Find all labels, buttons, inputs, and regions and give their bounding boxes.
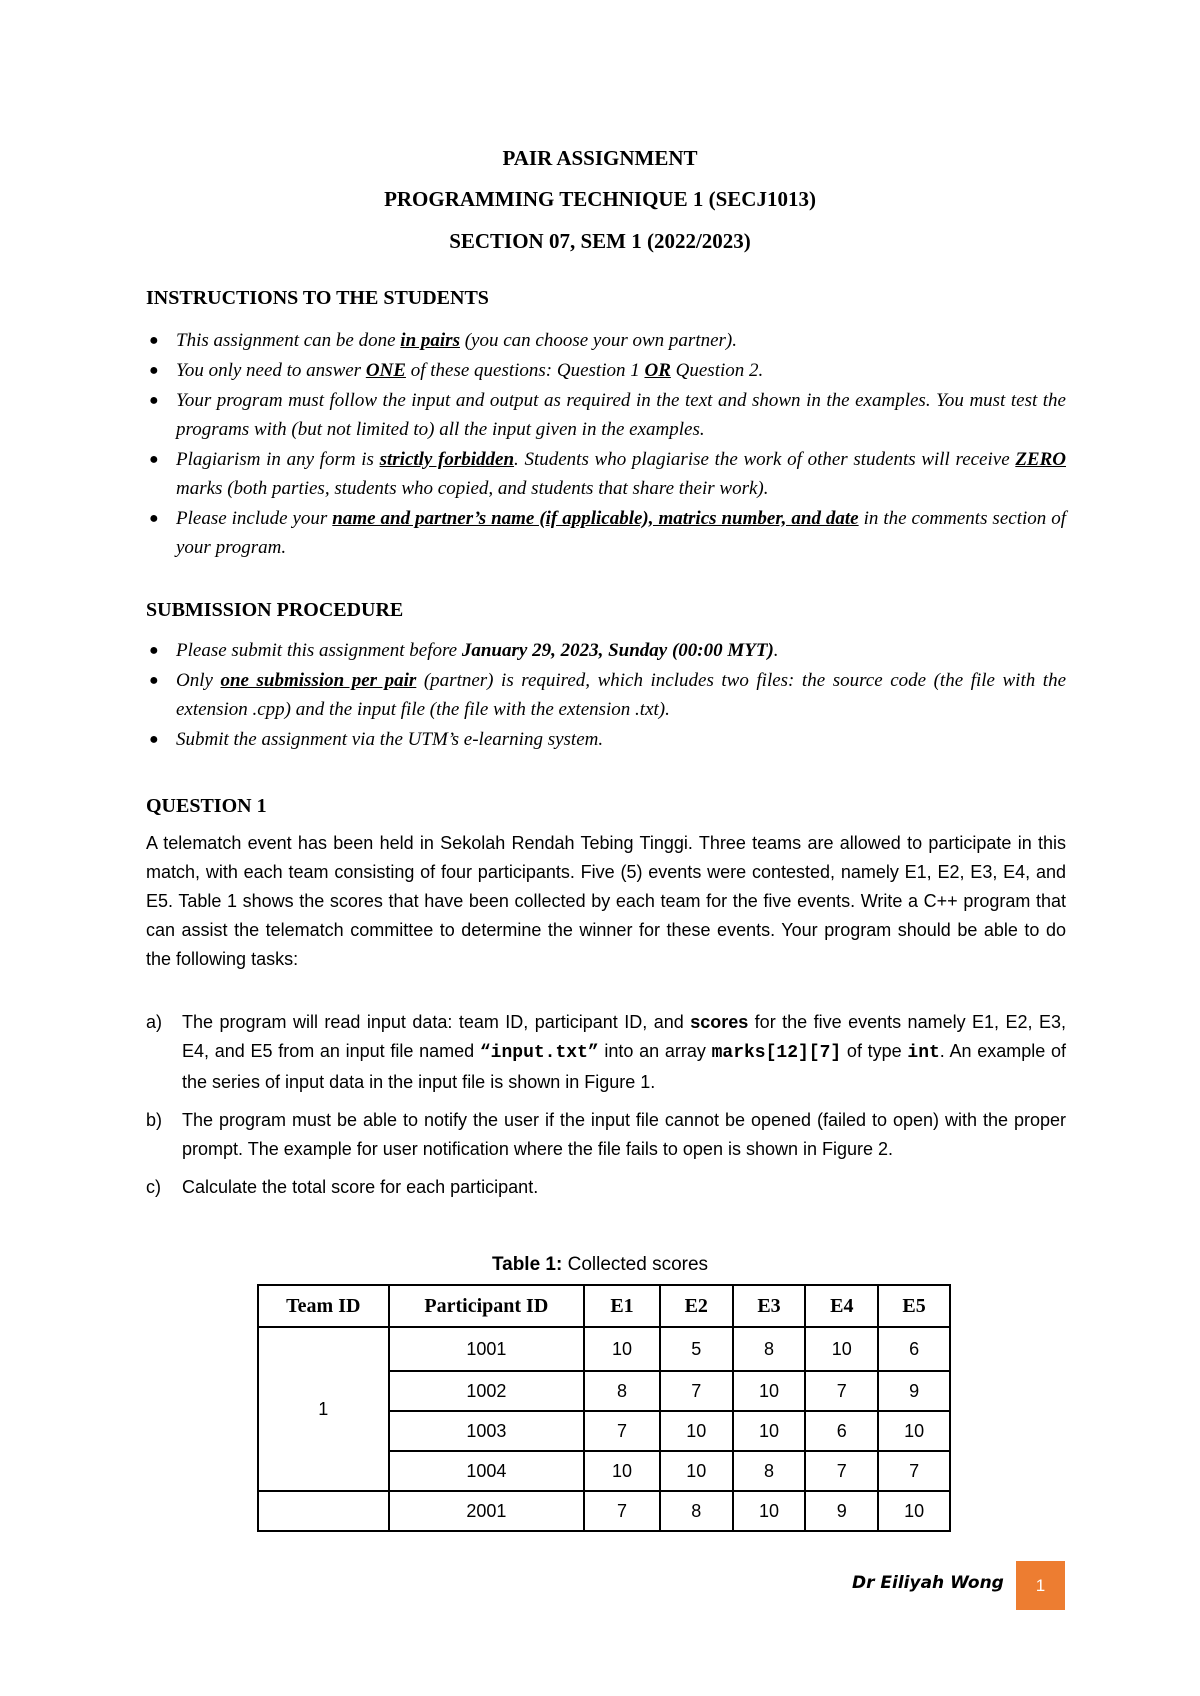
bullet-icon: ● — [149, 731, 159, 748]
page-number: 1 — [1016, 1561, 1065, 1610]
assignment-title: PAIR ASSIGNMENT — [502, 146, 698, 170]
submission-list — [146, 636, 1066, 755]
column-header: E1 — [584, 1285, 660, 1327]
table-row — [258, 1327, 950, 1371]
submission-item: ● Submit the assignment via the UTM’s e-learning system. — [146, 725, 1066, 754]
score-cell: 6 — [878, 1327, 950, 1371]
question1-heading: QUESTION 1 — [146, 795, 267, 817]
score-cell: 10 — [660, 1411, 733, 1451]
column-header: E3 — [733, 1285, 806, 1327]
score-cell: 7 — [805, 1451, 878, 1491]
score-cell: 6 — [805, 1411, 878, 1451]
column-header: E2 — [660, 1285, 733, 1327]
bullet-icon: ● — [149, 672, 159, 689]
table-header-row — [258, 1285, 950, 1327]
score-cell: 7 — [660, 1371, 733, 1411]
bullet-icon: ● — [149, 392, 159, 409]
instruction-item: ● Plagiarism in any form is strictly forbidden. Students who plagiarise the work of other students will receive ZERO marks (both parties, students who copied, and students that share their work). — [146, 445, 1066, 503]
task-item-b: b) The program must be able to notify the user if the input file cannot be opened (failed to open) with the proper prompt. The example for user notification where the file fails to open is shown in Figure 2. — [146, 1110, 1066, 1159]
score-cell: 8 — [660, 1491, 733, 1531]
column-header: Team ID — [258, 1285, 389, 1327]
table-caption: Table 1: Collected scores — [491, 1254, 709, 1275]
instructions-list — [146, 326, 1066, 563]
instruction-item: ● You only need to answer ONE of these questions: Question 1 OR Question 2. — [146, 356, 1066, 385]
score-cell: 7 — [584, 1491, 660, 1531]
task-item-c: c) Calculate the total score for each participant. — [146, 1177, 539, 1197]
score-cell: 10 — [878, 1411, 950, 1451]
score-cell: 8 — [584, 1371, 660, 1411]
table-row — [258, 1491, 950, 1531]
instruction-item: ● Please include your name and partner’s name (if applicable), matrics number, and date in the comments section of your program. — [146, 504, 1066, 562]
score-cell: 10 — [733, 1411, 806, 1451]
footer-author: Dr Eiliyah Wong — [852, 1573, 1004, 1593]
participant-id-cell: 1004 — [389, 1451, 585, 1491]
bullet-icon: ● — [149, 642, 159, 659]
score-cell: 10 — [584, 1451, 660, 1491]
participant-id-cell: 1001 — [389, 1327, 585, 1371]
score-cell: 10 — [733, 1491, 806, 1531]
score-cell: 10 — [878, 1491, 950, 1531]
participant-id-cell: 1002 — [389, 1371, 585, 1411]
instruction-item: ● Your program must follow the input and output as required in the text and shown in the examples. You must test the programs with (but not limited to) all the input given in the examples. — [146, 386, 1066, 444]
score-cell: 10 — [660, 1451, 733, 1491]
score-cell: 9 — [878, 1371, 950, 1411]
course-title: PROGRAMMING TECHNIQUE 1 (SECJ1013) — [384, 187, 816, 211]
section-title: SECTION 07, SEM 1 (2022/2023) — [449, 229, 751, 253]
team-id-cell — [258, 1491, 389, 1531]
score-cell: 8 — [733, 1327, 806, 1371]
column-header: E4 — [805, 1285, 878, 1327]
score-cell: 9 — [805, 1491, 878, 1531]
bullet-icon: ● — [149, 362, 159, 379]
scores-table — [257, 1284, 951, 1532]
score-cell: 7 — [878, 1451, 950, 1491]
instructions-heading: INSTRUCTIONS TO THE STUDENTS — [146, 287, 489, 309]
score-cell: 10 — [733, 1371, 806, 1411]
participant-id-cell: 2001 — [389, 1491, 585, 1531]
submission-heading: SUBMISSION PROCEDURE — [146, 599, 404, 621]
task-list — [146, 1008, 1066, 1202]
bullet-icon: ● — [149, 332, 159, 349]
score-cell: 10 — [805, 1327, 878, 1371]
column-header: E5 — [878, 1285, 950, 1327]
participant-id-cell: 1003 — [389, 1411, 585, 1451]
instruction-item: ● This assignment can be done in pairs (you can choose your own partner). — [146, 326, 1066, 355]
task-item-a: a) The program will read input data: team ID, participant ID, and scores for the five events namely E1, E2, E3, E4, and E5 from an input file named “input.txt” into an array marks[12][7] of type int. An example of the series of input data in the input file is shown in Figure 1. — [146, 1012, 1066, 1092]
column-header: Participant ID — [389, 1285, 585, 1327]
score-cell: 8 — [733, 1451, 806, 1491]
score-cell: 10 — [584, 1327, 660, 1371]
score-cell: 7 — [584, 1411, 660, 1451]
bullet-icon: ● — [149, 451, 159, 468]
bullet-icon: ● — [149, 510, 159, 527]
submission-item: ● Please submit this assignment before January 29, 2023, Sunday (00:00 MYT). — [146, 636, 1066, 665]
score-cell: 7 — [805, 1371, 878, 1411]
submission-item: ● Only one submission per pair (partner) is required, which includes two files: the source code (the file with the extension .cpp) and the input file (the file with the extension .txt). — [146, 666, 1066, 724]
team-id-cell: 1 — [258, 1327, 389, 1491]
score-cell: 5 — [660, 1327, 733, 1371]
question1-intro: A telematch event has been held in Sekolah Rendah Tebing Tinggi. Three teams are allowed to participate in this match, with each team consisting of four participants. Five (5) events were contested, namely E1, E2, E3, E4, and E5. Table 1 shows the scores that have been collected by each team for the five events. Write a C++ program that can assist the telematch committee to determine the winner for these events. Your program should be able to do the following tasks: — [146, 833, 1066, 969]
